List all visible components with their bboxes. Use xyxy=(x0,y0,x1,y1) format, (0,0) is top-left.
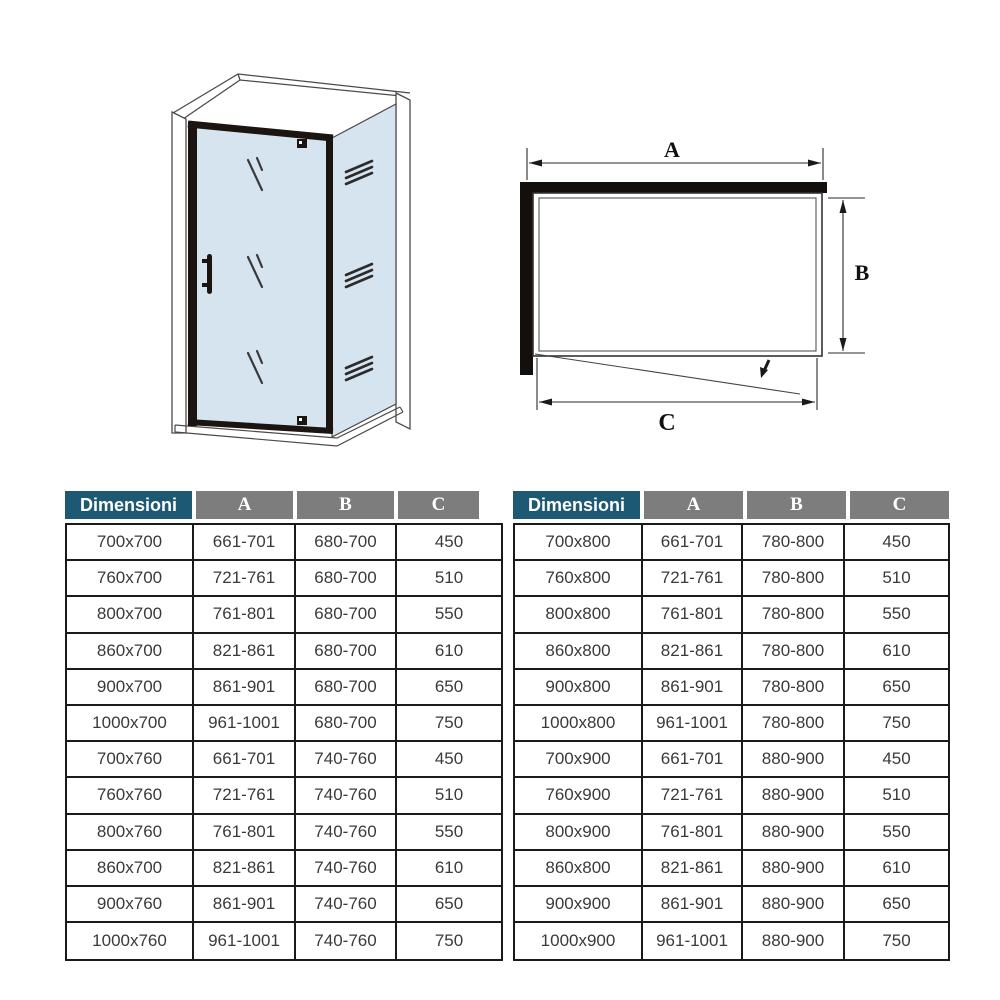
header-cell-a: A xyxy=(644,491,743,519)
table-cell: 740-760 xyxy=(296,851,397,887)
swing-direction-arrow xyxy=(760,360,769,378)
table-cell: 860x700 xyxy=(67,851,194,887)
dimension-table-right xyxy=(513,491,950,961)
table-cell: 610 xyxy=(397,851,501,887)
top-view-dimension-diagram xyxy=(500,130,980,440)
table-cell: 761-801 xyxy=(643,597,743,633)
table-cell: 700x700 xyxy=(67,525,194,561)
table-cell: 680-700 xyxy=(296,597,397,633)
table-cell: 860x800 xyxy=(515,851,643,887)
table-cell: 780-800 xyxy=(743,706,845,742)
header-cell-b: B xyxy=(297,491,394,519)
header-cell-dimensioni: Dimensioni xyxy=(65,491,192,519)
table-cell: 821-861 xyxy=(194,851,296,887)
table-cell: 880-900 xyxy=(743,815,845,851)
table-cell: 450 xyxy=(397,525,501,561)
table-cell: 760x700 xyxy=(67,561,194,597)
table-cell: 610 xyxy=(845,851,948,887)
header-cell-dimensioni: Dimensioni xyxy=(513,491,640,519)
table-cell: 780-800 xyxy=(743,561,845,597)
table-cell: 700x760 xyxy=(67,742,194,778)
table-cell: 450 xyxy=(397,742,501,778)
side-wall-bar xyxy=(520,182,533,375)
table-cell: 750 xyxy=(397,923,501,959)
table-body xyxy=(513,523,950,961)
table-cell: 661-701 xyxy=(643,742,743,778)
table-cell: 800x900 xyxy=(515,815,643,851)
table-cell: 510 xyxy=(845,561,948,597)
table-cell: 900x700 xyxy=(67,670,194,706)
table-cell: 740-760 xyxy=(296,923,397,959)
table-cell: 780-800 xyxy=(743,670,845,706)
table-cell: 650 xyxy=(397,887,501,923)
table-header-row xyxy=(513,491,950,519)
door-swing-line xyxy=(535,354,800,394)
table-cell: 550 xyxy=(397,815,501,851)
table-cell: 821-861 xyxy=(194,634,296,670)
top-wall-bar xyxy=(520,182,827,193)
table-cell: 450 xyxy=(845,742,948,778)
table-cell: 880-900 xyxy=(743,887,845,923)
table-cell: 880-900 xyxy=(743,778,845,814)
enclosure-outline-outer xyxy=(533,193,822,356)
table-cell: 1000x760 xyxy=(67,923,194,959)
table-cell: 861-901 xyxy=(194,670,296,706)
table-cell: 740-760 xyxy=(296,815,397,851)
dim-a-label: A xyxy=(664,137,680,162)
table-cell: 880-900 xyxy=(743,742,845,778)
table-cell: 680-700 xyxy=(296,525,397,561)
dimension-table-left xyxy=(65,491,503,961)
table-cell: 861-901 xyxy=(643,887,743,923)
table-cell: 860x800 xyxy=(515,634,643,670)
table-cell: 880-900 xyxy=(743,851,845,887)
table-cell: 650 xyxy=(845,887,948,923)
table-cell: 450 xyxy=(845,525,948,561)
dim-b-arrowhead-top xyxy=(840,200,847,213)
dim-b-arrowhead-bottom xyxy=(840,338,847,351)
table-cell: 700x800 xyxy=(515,525,643,561)
table-cell: 740-760 xyxy=(296,887,397,923)
table-cell: 721-761 xyxy=(643,778,743,814)
table-cell: 800x700 xyxy=(67,597,194,633)
table-cell: 750 xyxy=(397,706,501,742)
table-cell: 900x900 xyxy=(515,887,643,923)
dim-a-arrowhead-right xyxy=(808,160,821,167)
table-cell: 861-901 xyxy=(643,670,743,706)
table-cell: 680-700 xyxy=(296,706,397,742)
table-cell: 821-861 xyxy=(643,851,743,887)
table-cell: 760x800 xyxy=(515,561,643,597)
dim-b-label: B xyxy=(854,260,870,285)
header-cell-c: C xyxy=(398,491,479,519)
side-glass-panel xyxy=(332,104,396,437)
table-cell: 961-1001 xyxy=(643,923,743,959)
table-header-row xyxy=(65,491,503,519)
dim-c-arrow xyxy=(537,358,817,410)
wall-profile-left xyxy=(172,112,186,433)
table-cell: 880-900 xyxy=(743,923,845,959)
table-cell: 680-700 xyxy=(296,561,397,597)
header-cell-b: B xyxy=(747,491,846,519)
table-cell: 610 xyxy=(845,634,948,670)
dim-c-arrowhead-right xyxy=(802,399,815,406)
dim-a-arrowhead-left xyxy=(529,160,542,167)
table-cell: 661-701 xyxy=(643,525,743,561)
table-cell: 961-1001 xyxy=(643,706,743,742)
wall-top-rim xyxy=(173,74,410,119)
table-cell: 761-801 xyxy=(194,815,296,851)
table-cell: 550 xyxy=(845,597,948,633)
table-cell: 860x700 xyxy=(67,634,194,670)
header-cell-a: A xyxy=(196,491,293,519)
table-body xyxy=(65,523,503,961)
table-cell: 961-1001 xyxy=(194,923,296,959)
table-cell: 750 xyxy=(845,706,948,742)
table-cell: 700x900 xyxy=(515,742,643,778)
table-cell: 661-701 xyxy=(194,742,296,778)
table-cell: 650 xyxy=(845,670,948,706)
table-cell: 740-760 xyxy=(296,742,397,778)
table-cell: 650 xyxy=(397,670,501,706)
wall-profile-right xyxy=(396,93,410,429)
table-cell: 1000x700 xyxy=(67,706,194,742)
isometric-shower-diagram xyxy=(140,55,460,490)
table-cell: 760x900 xyxy=(515,778,643,814)
table-cell: 760x760 xyxy=(67,778,194,814)
table-cell: 661-701 xyxy=(194,525,296,561)
table-cell: 510 xyxy=(397,561,501,597)
table-cell: 821-861 xyxy=(643,634,743,670)
table-cell: 680-700 xyxy=(296,634,397,670)
dim-c-arrowhead-left xyxy=(539,399,552,406)
table-cell: 721-761 xyxy=(194,561,296,597)
table-cell: 761-801 xyxy=(643,815,743,851)
table-cell: 900x800 xyxy=(515,670,643,706)
table-cell: 1000x800 xyxy=(515,706,643,742)
table-cell: 740-760 xyxy=(296,778,397,814)
header-cell-c: C xyxy=(850,491,949,519)
table-cell: 900x760 xyxy=(67,887,194,923)
table-cell: 550 xyxy=(397,597,501,633)
table-cell: 750 xyxy=(845,923,948,959)
table-cell: 721-761 xyxy=(643,561,743,597)
table-cell: 510 xyxy=(845,778,948,814)
dim-c-label: C xyxy=(658,410,676,436)
table-cell: 550 xyxy=(845,815,948,851)
table-cell: 861-901 xyxy=(194,887,296,923)
table-cell: 780-800 xyxy=(743,525,845,561)
table-cell: 800x800 xyxy=(515,597,643,633)
table-cell: 780-800 xyxy=(743,634,845,670)
table-cell: 800x760 xyxy=(67,815,194,851)
table-cell: 961-1001 xyxy=(194,706,296,742)
table-cell: 510 xyxy=(397,778,501,814)
table-cell: 610 xyxy=(397,634,501,670)
table-cell: 721-761 xyxy=(194,778,296,814)
table-cell: 780-800 xyxy=(743,597,845,633)
table-cell: 761-801 xyxy=(194,597,296,633)
table-cell: 680-700 xyxy=(296,670,397,706)
table-cell: 1000x900 xyxy=(515,923,643,959)
